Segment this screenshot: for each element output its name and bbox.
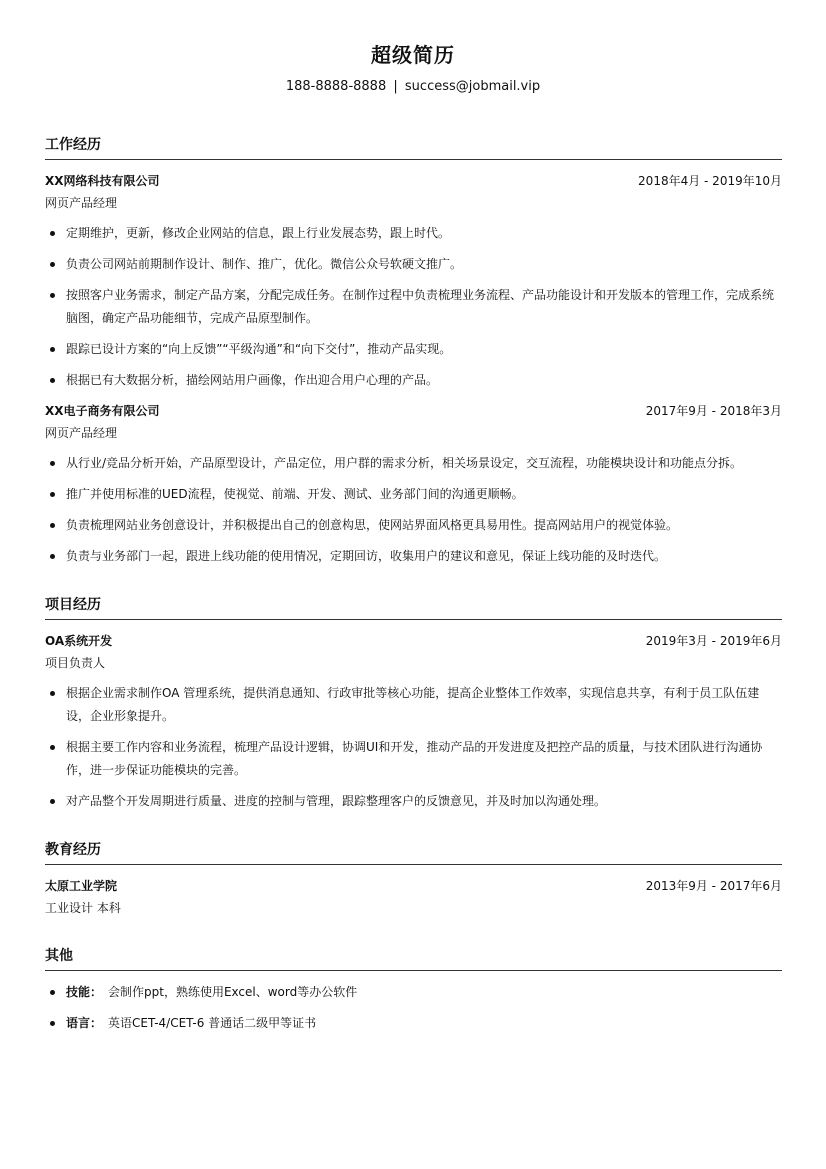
bullet-item: 根据企业需求制作OA 管理系统，提供消息通知、行政审批等核心功能，提高企业整体工作效率，实现信息共享，有利于员工队伍建设，企业形象提升。	[45, 682, 782, 728]
skill-item	[45, 981, 782, 1004]
bullet-item: 推广并使用标准的UED流程，使视觉、前端、开发、测试、业务部门间的沟通更顺畅。	[45, 483, 782, 506]
education-section-title: 教育经历	[45, 837, 782, 865]
project-role: 项目负责人	[45, 656, 106, 670]
resume-name: 超级简历	[371, 43, 455, 67]
education-section	[45, 837, 782, 919]
bullet-list	[45, 452, 782, 568]
bullet-item: 从行业/竞品分析开始，产品原型设计，产品定位，用户群的需求分析，相关场景设定，交互流程，功能模块设计和功能点分拆。	[45, 452, 782, 475]
bullet-item: 负责梳理网站业务创意设计，并积极提出自己的创意构思，使网站界面风格更具易用性。提高网站用户的视觉体验。	[45, 514, 782, 537]
date-range: 2018年4月 - 2019年10月	[638, 174, 782, 188]
email-address: success@jobmail.vip	[404, 79, 541, 94]
work-entry-header	[45, 170, 782, 192]
project-entry	[45, 630, 782, 813]
job-role: 网页产品经理	[45, 426, 118, 440]
work-section	[45, 132, 782, 568]
bullet-item: 对产品整个开发周期进行质量、进度的控制与管理，跟踪整理客户的反馈意见，并及时加以沟通处理。	[45, 790, 782, 813]
company-name: XX电子商务有限公司	[45, 404, 160, 418]
date-range: 2013年9月 - 2017年6月	[645, 879, 782, 893]
bullet-item: 根据主要工作内容和业务流程，梳理产品设计逻辑，协调UI和开发，推动产品的开发进度及把控产品的质量，与技术团队进行沟通协作，进一步保证功能模块的完善。	[45, 736, 782, 782]
bullet-list	[45, 682, 782, 813]
work-entry-header	[45, 400, 782, 422]
bullet-list	[45, 222, 782, 392]
project-section	[45, 592, 782, 813]
item-text: 英语CET-4/CET-6 普通话二级甲等证书	[108, 1016, 317, 1030]
bullet-item: 负责与业务部门一起，跟进上线功能的使用情况，定期回访，收集用户的建议和意见，保证上线功能的及时迭代。	[45, 545, 782, 568]
bullet-item: 按照客户业务需求，制定产品方案，分配完成任务。在制作过程中负责梳理业务流程、产品功能设计和开发版本的管理工作，完成系统脑图，确定产品功能细节，完成产品原型制作。	[45, 284, 782, 330]
degree: 工业设计 本科	[45, 901, 121, 915]
bullet-list	[45, 981, 782, 1035]
company-name: XX网络科技有限公司	[45, 174, 160, 188]
item-text: 会制作ppt，熟练使用Excel、word等办公软件	[108, 985, 358, 999]
project-section-title: 项目经历	[45, 592, 782, 620]
contact-separator: |	[393, 79, 398, 94]
bullet-item: 负责公司网站前期制作设计、制作、推广，优化。微信公众号软硬文推广。	[45, 253, 782, 276]
phone-number: 188-8888-8888	[285, 79, 387, 94]
resume-content	[45, 132, 782, 1059]
work-entry	[45, 400, 782, 568]
item-label: 技能：	[66, 985, 103, 999]
school-name: 太原工业学院	[45, 879, 118, 893]
other-section	[45, 943, 782, 1035]
education-entry-header	[45, 875, 782, 897]
bullet-item: 跟踪已设计方案的“向上反馈”“平级沟通”和“向下交付”，推动产品实现。	[45, 338, 782, 361]
project-name: OA系统开发	[45, 634, 113, 648]
date-range: 2017年9月 - 2018年3月	[645, 404, 782, 418]
item-label: 语言：	[66, 1016, 103, 1030]
work-section-title: 工作经历	[45, 132, 782, 160]
other-section-title: 其他	[45, 943, 782, 971]
bullet-item: 定期维护，更新，修改企业网站的信息，跟上行业发展态势，跟上时代。	[45, 222, 782, 245]
job-role: 网页产品经理	[45, 196, 118, 210]
date-range: 2019年3月 - 2019年6月	[645, 634, 782, 648]
work-entry	[45, 170, 782, 392]
contact-line	[0, 78, 826, 96]
language-item	[45, 1012, 782, 1035]
bullet-item: 根据已有大数据分析，描绘网站用户画像，作出迎合用户心理的产品。	[45, 369, 782, 392]
project-entry-header	[45, 630, 782, 652]
